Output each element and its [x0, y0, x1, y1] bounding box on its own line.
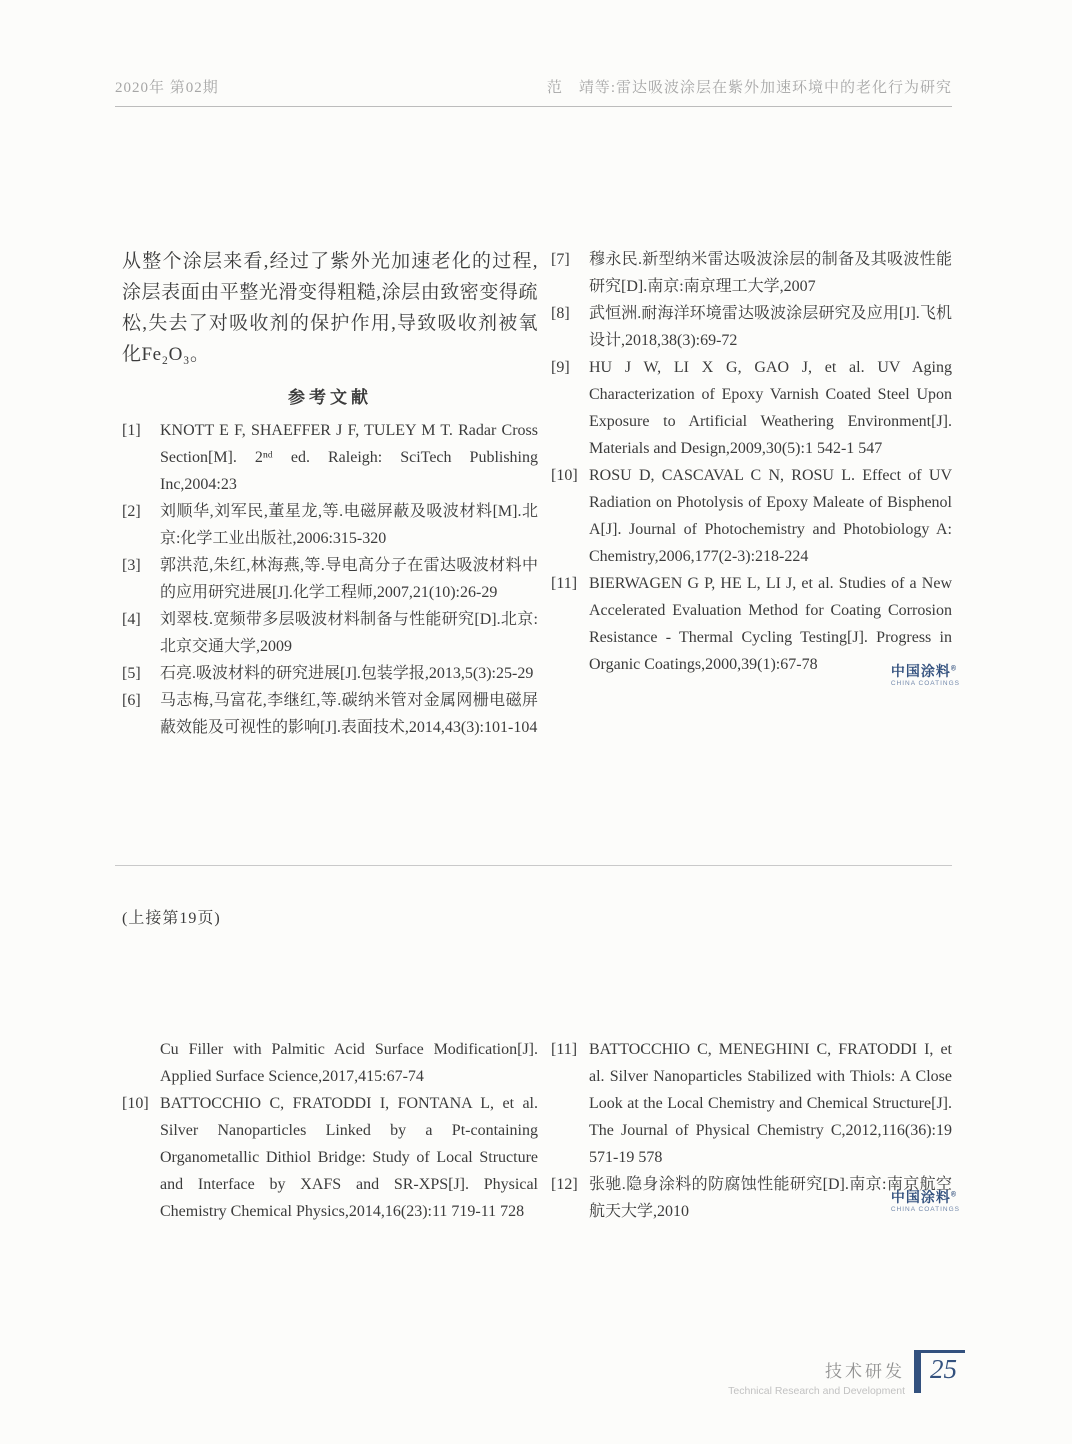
- reference-text: 刘顺华,刘军民,董星龙,等.电磁屏蔽及吸波材料[M].北京:化学工业出版社,2006:315-320: [160, 503, 538, 547]
- bottom-references-section: [122, 1036, 952, 1225]
- reference-text: BATTOCCHIO C, FRATODDI I, FONTANA L, et al. Silver Nanoparticles Linked by a Pt-containing Organometallic Dithiol Bridge: Study of Local Structure and Interface by XAFS and SR-XPS[J]. Physical Chemistry Chemical Physics,2014,16(23):11 719-11 728: [160, 1095, 538, 1220]
- table-row: [122, 417, 538, 498]
- reference-number: [8]: [551, 305, 570, 322]
- reference-number: [10]: [551, 467, 578, 484]
- table-row: [122, 1090, 538, 1225]
- reference-number: [1]: [122, 422, 141, 439]
- reference-list-top-right: [551, 246, 952, 678]
- intro-paragraph: 从整个涂层来看,经过了紫外光加速老化的过程,涂层表面由平整光滑变得粗糙,涂层由致密变得疏松,失去了对吸收剂的保护作用,导致吸收剂被氧化Fe₂O₃。: [122, 251, 538, 365]
- reference-number: [3]: [122, 557, 141, 574]
- footer-section-cn: 技术研发: [825, 1362, 905, 1381]
- logo-cn-text: 中国涂料: [890, 1189, 951, 1205]
- page-number-box: [914, 1350, 965, 1393]
- reference-number: [5]: [122, 665, 141, 682]
- header-running-title: 范 靖等:雷达吸波涂层在紫外加速环境中的老化行为研究: [546, 80, 952, 96]
- china-coatings-logo-en: CHINA COATINGS: [890, 1206, 960, 1213]
- china-coatings-logo-cn: [891, 664, 960, 678]
- reference-number: [6]: [122, 692, 141, 709]
- reference-text: 武恒洲.耐海洋环境雷达吸波涂层研究及应用[J].飞机设计,2018,38(3):69-72: [589, 305, 952, 349]
- reference-text: 刘翠枝.宽频带多层吸波材料制备与性能研究[D].北京:北京交通大学,2009: [160, 611, 538, 655]
- registered-mark-icon: ®: [950, 1191, 958, 1199]
- top-left-column: [122, 246, 538, 741]
- page-number: 25: [930, 1354, 957, 1384]
- top-references-section: [122, 246, 952, 741]
- reference-text: Cu Filler with Palmitic Acid Surface Modification[J]. Applied Surface Science,2017,415:67-74: [160, 1041, 538, 1085]
- reference-number: [122, 1036, 160, 1090]
- table-row: [551, 570, 952, 678]
- china-coatings-logo: [891, 664, 960, 688]
- reference-number: [9]: [551, 359, 570, 376]
- references-heading: 参考文献: [288, 388, 372, 407]
- reference-text: 石亮.吸波材料的研究进展[J].包装学报,2013,5(3):25-29: [160, 665, 534, 682]
- reference-number: [11]: [551, 575, 578, 592]
- reference-text: 郭洪范,朱红,林海燕,等.导电高分子在雷达吸波材料中的应用研究进展[J].化学工程师,2007,21(10):26-29: [160, 557, 538, 601]
- footer-section-label: [728, 1357, 905, 1397]
- table-row: [122, 552, 538, 606]
- reference-number: [4]: [122, 611, 141, 628]
- table-row: [122, 606, 538, 660]
- china-coatings-logo-cn: [891, 1190, 960, 1204]
- table-row: [551, 300, 952, 354]
- page-header: [115, 76, 952, 107]
- reference-number: [2]: [122, 503, 141, 520]
- reference-text: BATTOCCHIO C, MENEGHINI C, FRATODDI I, et al. Silver Nanoparticles Stabilized with Thiols: A Close Look at the Local Chemistry and Chemical Structure[J]. The Journal of Physical Chemistry C,2012,116(36):19 571-19 578: [589, 1041, 952, 1166]
- section-divider: [115, 865, 952, 866]
- footer-section-en: Technical Research and Development: [728, 1385, 905, 1397]
- reference-list-bottom-left: [122, 1036, 538, 1225]
- reference-text: KNOTT E F, SHAEFFER J F, TULEY M T. Radar Cross Section[M]. 2ⁿᵈ ed. Raleigh: SciTech Publishing Inc,2004:23: [160, 422, 538, 493]
- table-row: [551, 354, 952, 462]
- table-row: [122, 687, 538, 741]
- table-row: [551, 1036, 952, 1171]
- reference-text: ROSU D, CASCAVAL C N, ROSU L. Effect of UV Radiation on Photolysis of Epoxy Maleate of Bisphenol A[J]. Journal of Photochemistry and Photobiology A: Chemistry,2006,177(2-3):218-224: [589, 467, 952, 565]
- table-row: [122, 660, 538, 687]
- reference-text: 穆永民.新型纳米雷达吸波涂层的制备及其吸波性能研究[D].南京:南京理工大学,2007: [589, 251, 952, 295]
- table-row: [551, 246, 952, 300]
- reference-number: [7]: [551, 251, 570, 268]
- registered-mark-icon: ®: [950, 665, 958, 673]
- reference-text: HU J W, LI X G, GAO J, et al. UV Aging Characterization of Epoxy Varnish Coated Steel Upon Exposure to Artificial Weathering Environment[J]. Materials and Design,2009,30(5):1 542-1 547: [589, 359, 952, 457]
- reference-number: [11]: [551, 1041, 578, 1058]
- header-issue: 2020年 第02期: [115, 80, 219, 96]
- bottom-left-column: [122, 1036, 538, 1225]
- china-coatings-logo: [891, 1190, 960, 1214]
- reference-number: [10]: [122, 1095, 149, 1112]
- table-row: [551, 462, 952, 570]
- china-coatings-logo-en: CHINA COATINGS: [890, 680, 960, 687]
- reference-text: BIERWAGEN G P, HE L, LI J, et al. Studies of a New Accelerated Evaluation Method for Coating Corrosion Resistance - Thermal Cycling Testing[J]. Progress in Organic Coatings,2000,39(1):67-78: [589, 575, 952, 673]
- continued-from-note: (上接第19页): [122, 910, 221, 927]
- reference-text: 张驰.隐身涂料的防腐蚀性能研究[D].南京:南京航空航天大学,2010: [589, 1176, 952, 1220]
- reference-number: [12]: [551, 1176, 578, 1193]
- table-row: [122, 1036, 538, 1090]
- reference-text: 马志梅,马富花,李继红,等.碳纳米管对金属网栅电磁屏蔽效能及可视性的影响[J].表面技术,2014,43(3):101-104: [160, 692, 538, 736]
- page-footer: [728, 1350, 965, 1397]
- reference-list-top-left: [122, 417, 538, 741]
- table-row: [122, 498, 538, 552]
- logo-cn-text: 中国涂料: [890, 663, 951, 679]
